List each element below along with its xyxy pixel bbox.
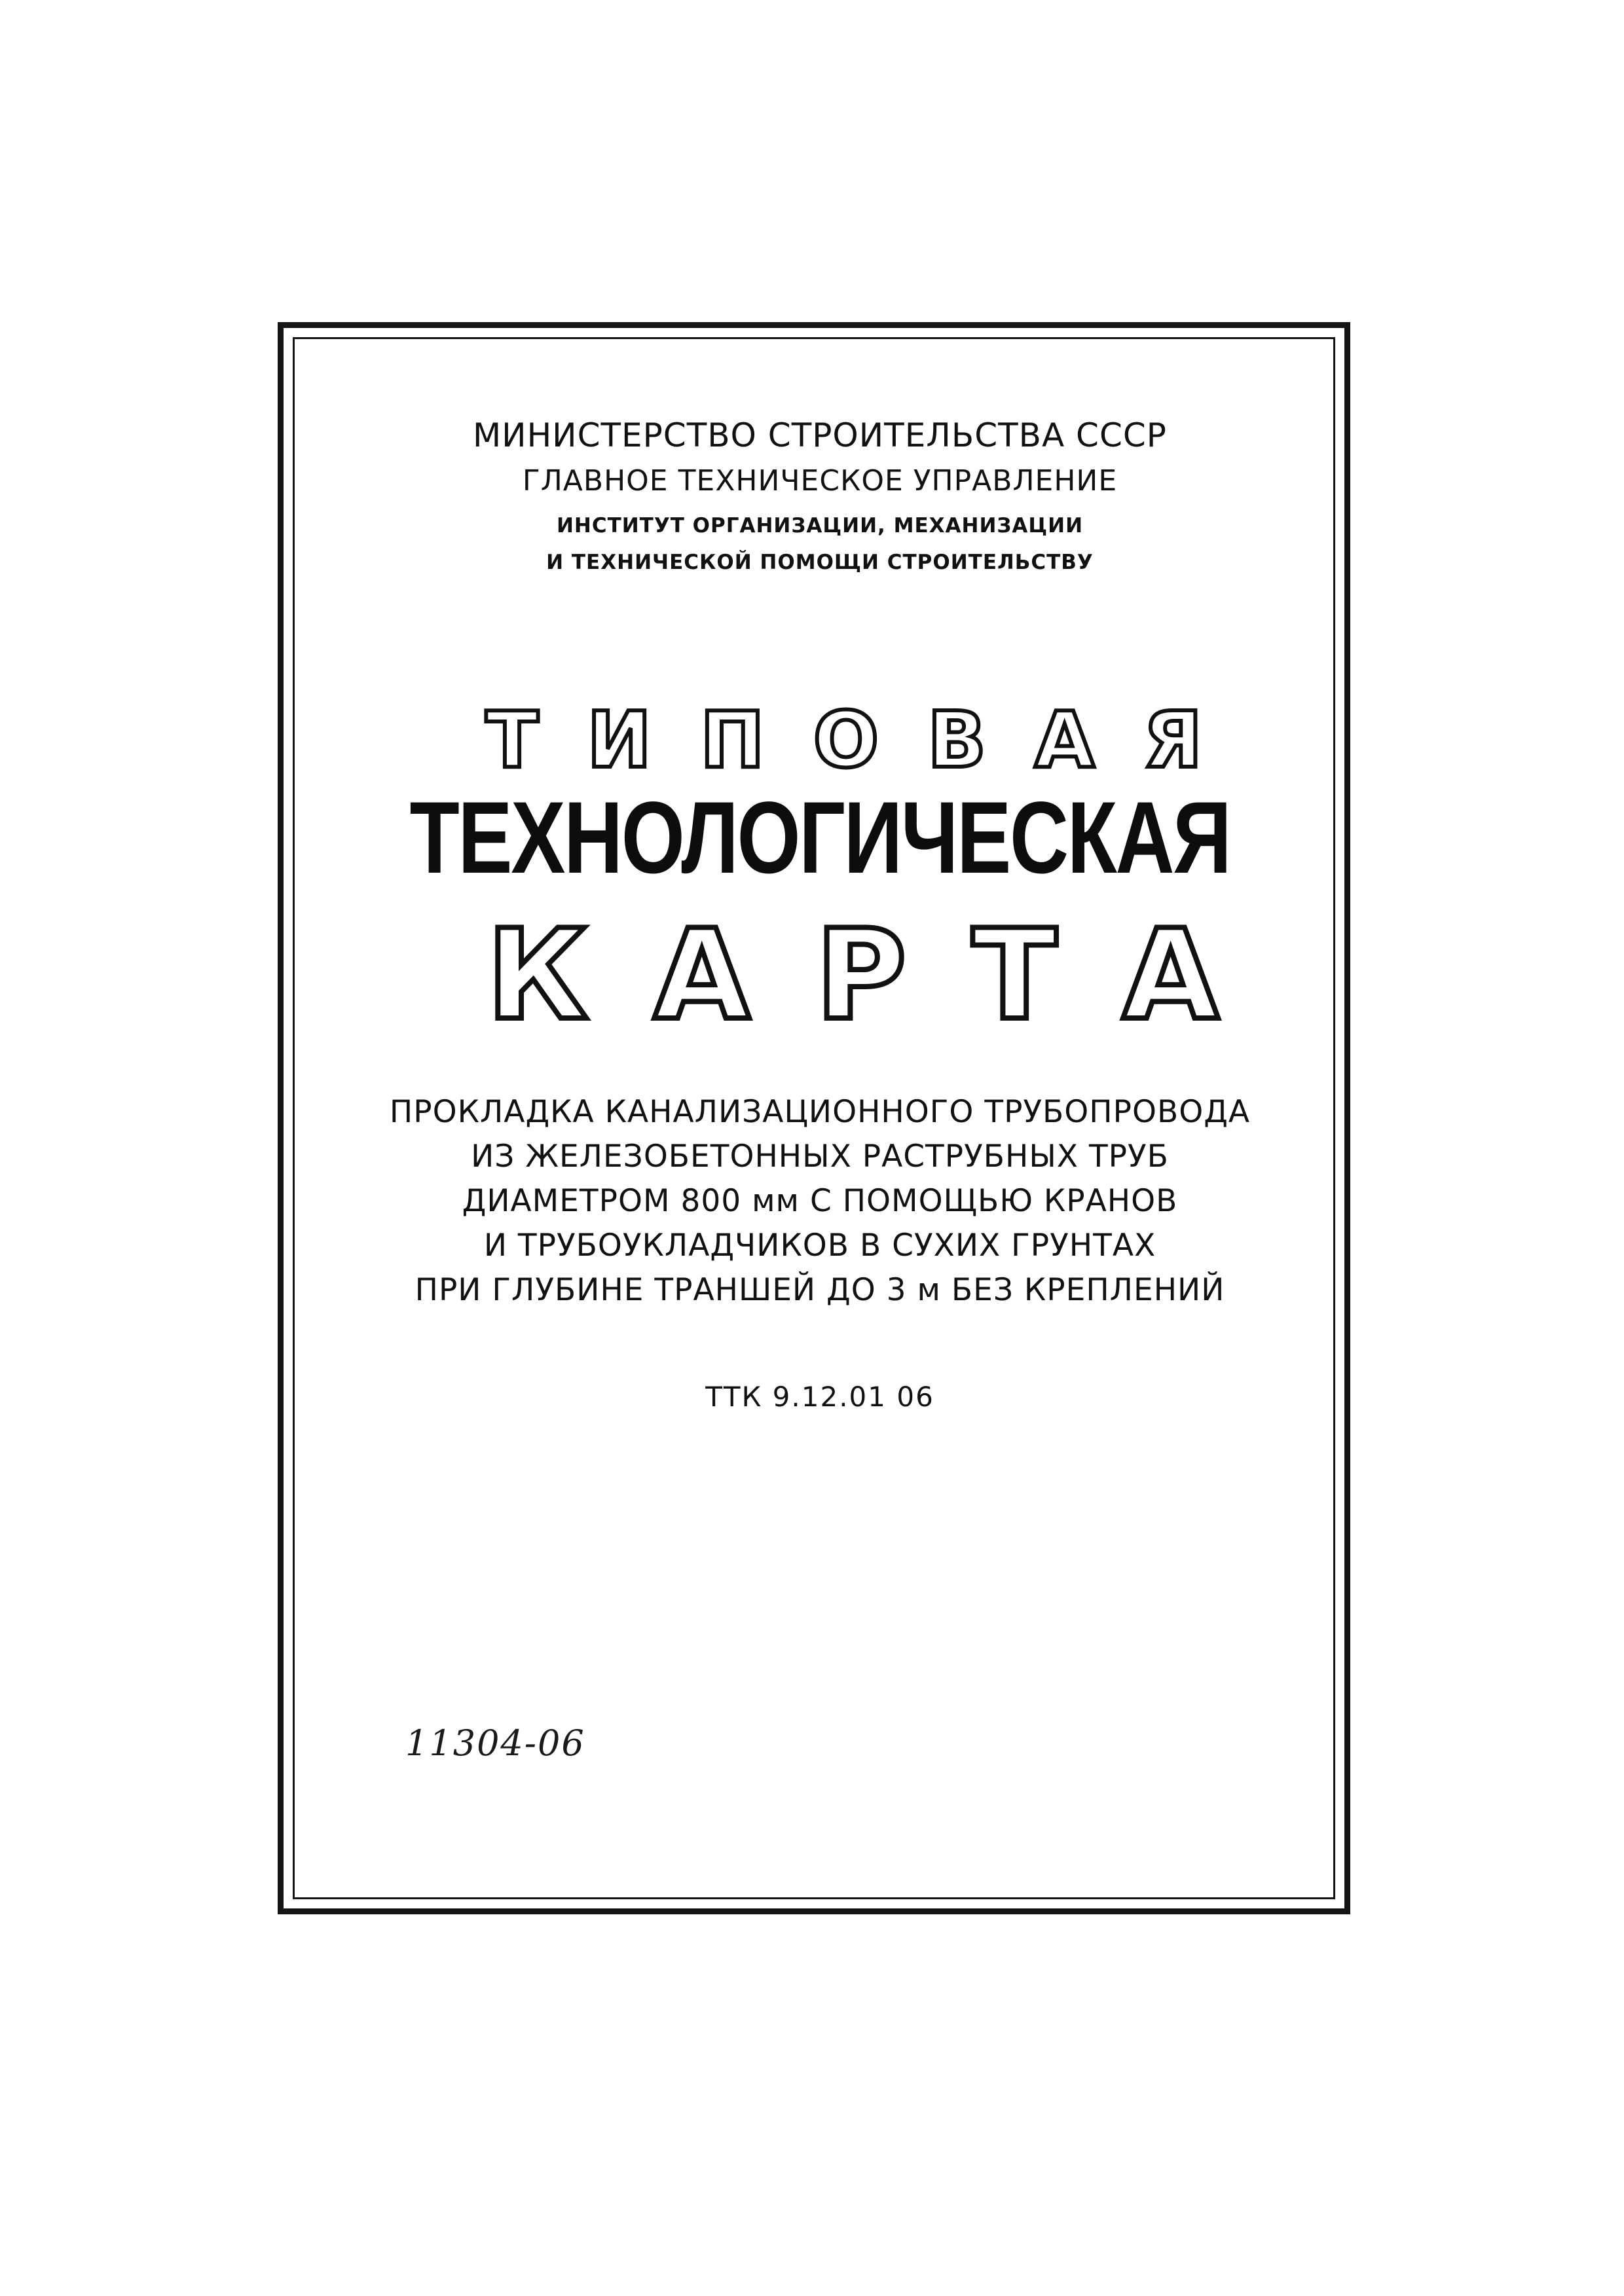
inventory-number: 11304-06 (405, 1722, 585, 1764)
title-technological: ТЕХНОЛОГИЧЕСКАЯ (409, 781, 1230, 895)
description-line: ПРОКЛАДКА КАНАЛИЗАЦИОННОГО ТРУБОПРОВОДА (389, 1094, 1251, 1130)
directorate-name: ГЛАВНОЕ ТЕХНИЧЕСКОЕ УПРАВЛЕНИЕ (522, 464, 1118, 498)
description-line: ПРИ ГЛУБИНЕ ТРАНШЕЙ ДО 3 м БЕЗ КРЕПЛЕНИЙ (415, 1272, 1225, 1308)
cover-frame (278, 322, 1350, 1914)
description-line: ИЗ ЖЕЛЕЗОБЕТОННЫХ РАСТРУБНЫХ ТРУБ (471, 1139, 1169, 1175)
institute-name-line-1: ИНСТИТУТ ОРГАНИЗАЦИИ, МЕХАНИЗАЦИИ (556, 514, 1084, 538)
description-line: ДИАМЕТРОМ 800 мм С ПОМОЩЬЮ КРАНОВ (462, 1183, 1178, 1219)
ministry-name: МИНИСТЕРСТВО СТРОИТЕЛЬСТВА СССР (473, 416, 1167, 454)
title-typical: ТИПОВАЯ (485, 695, 1251, 785)
institute-name-line-2: И ТЕХНИЧЕСКОЙ ПОМОЩИ СТРОИТЕЛЬСТВУ (546, 551, 1094, 574)
description-line: И ТРУБОУКЛАДЧИКОВ В СУХИХ ГРУНТАХ (483, 1228, 1156, 1264)
document-code: ТТК 9.12.01 06 (705, 1381, 934, 1413)
title-map: КАРТА (486, 903, 1285, 1048)
